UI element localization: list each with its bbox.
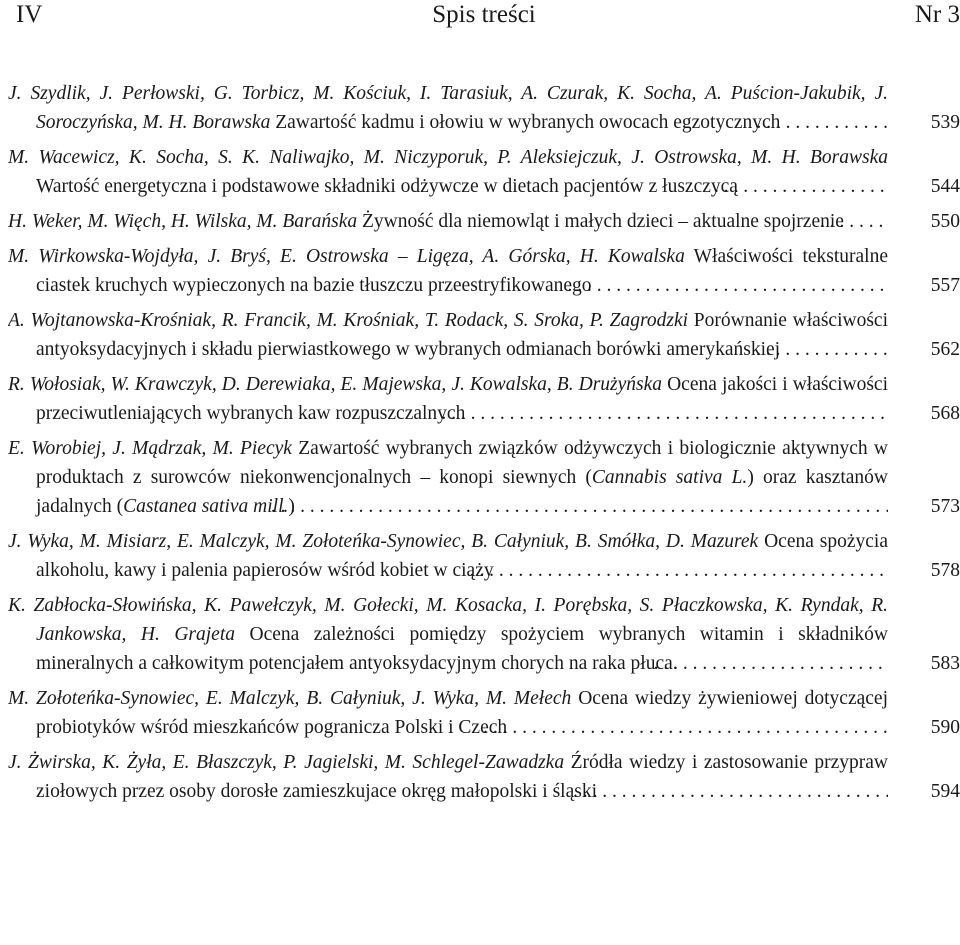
entry-page-number: 590 [917, 713, 960, 742]
toc-entry[interactable] [8, 242, 960, 300]
entry-authors: M. Wirkowska-Wojdyła, J. Bryś, E. Ostrowska – Ligęza, A. Górska, H. Kowalska [8, 246, 685, 267]
toc-entry[interactable] [8, 207, 960, 236]
page-title: Spis treści [432, 1, 536, 28]
entry-title-part: ) [288, 496, 295, 517]
entry-page-number: 573 [917, 492, 960, 521]
entry-page-number: 544 [917, 172, 960, 201]
entry-title: Ocena spożycia alkoholu, kawy i palenia papierosów wśród kobiet w ciąży [36, 531, 888, 581]
entry-authors: J. Wyka, M. Misiarz, E. Malczyk, M. Zołoteńka-Synowiec, B. Całyniuk, B. Smółka, D. Mazurek [8, 531, 759, 552]
entry-title: Ocena wiedzy żywieniowej dotyczącej probiotyków wśród mieszkańców pogranicza Polski i Czech [36, 688, 888, 738]
toc-entry[interactable] [8, 143, 960, 201]
toc-entry[interactable] [8, 748, 960, 806]
entry-authors: M. Zołoteńka-Synowiec, E. Malczyk, B. Całyniuk, J. Wyka, M. Mełech [8, 688, 572, 709]
page-header [8, 0, 960, 36]
entry-title-part-italic: Castanea sativa mill. [123, 496, 289, 517]
entry-title: Ocena zależności pomiędzy spożyciem wybranych witamin i składników mineralnych a całkowitym potencjałem antyoksydacyjnym chorych na raka płuca. [36, 624, 889, 674]
entry-title-part-italic: Cannabis sativa L. [591, 467, 748, 488]
entry-title: Żywność dla niemowląt i małych dzieci – aktualne spojrzenie [362, 211, 844, 232]
toc-entry[interactable] [8, 370, 960, 428]
entry-page-number: 539 [917, 108, 960, 137]
toc-entry[interactable] [8, 79, 960, 137]
toc-entry[interactable] [8, 591, 960, 678]
entry-title: Zawartość kadmu i ołowiu w wybranych owocach egzotycznych [275, 112, 781, 133]
entry-authors: K. Zabłocka-Słowińska, K. Pawełczyk, M. Gołecki, M. Kosacka, I. Porębska, S. Płaczkowska, K. Ryndak, R. Jankowska, H. Grajeta [8, 595, 888, 645]
entry-page-number: 562 [917, 335, 960, 364]
toc-entry[interactable] [8, 434, 960, 521]
entry-title-part: Zawartość wybranych związków odżywczych i biologicznie aktywnych w produktach z surowców niekonwencjonalnych – konopi siewnych ( [36, 438, 889, 488]
entry-page-number: 557 [917, 271, 960, 300]
entry-title: Źródła wiedzy i zastosowanie przypraw ziołowych przez osoby dorosłe zamieszkujace okręg małopolski i śląski [36, 752, 888, 802]
entry-authors: H. Weker, M. Więch, H. Wilska, M. Barańska [8, 211, 358, 232]
entry-authors: A. Wojtanowska-Krośniak, R. Francik, M. Krośniak, T. Rodack, S. Sroka, P. Zagrodzki [8, 310, 689, 331]
entry-page-number: 594 [917, 777, 960, 806]
entry-title: Wartość energetyczna i podstawowe składniki odżywcze w dietach pacjentów z łuszczycą [36, 176, 738, 197]
entry-page-number: 583 [917, 649, 960, 678]
toc-entries [8, 79, 960, 812]
entry-authors: E. Worobiej, J. Mądrzak, M. Piecyk [8, 438, 292, 459]
entry-page-number: 550 [917, 207, 960, 236]
entry-authors: M. Wacewicz, K. Socha, S. K. Naliwajko, M. Niczyporuk, P. Aleksiejczuk, J. Ostrowska, M. H. Borawska [8, 147, 888, 168]
entry-title-part: ) oraz kasztanów jadalnych ( [36, 467, 889, 517]
issue-number: Nr 3 [914, 1, 960, 28]
entry-title: Ocena jakości i właściwości przeciwutleniających wybranych kaw rozpuszczalnych [36, 374, 889, 424]
entry-page-number: 568 [917, 399, 960, 428]
entry-page-number: 578 [917, 556, 960, 585]
toc-entry[interactable] [8, 527, 960, 585]
toc-entry[interactable] [8, 684, 960, 742]
entry-authors: R. Wołosiak, W. Krawczyk, D. Derewiaka, E. Majewska, J. Kowalska, B. Drużyńska [8, 374, 663, 395]
entry-title: Właściwości teksturalne ciastek kruchych wypieczonych na bazie tłuszczu przeestryfikowanego [36, 246, 888, 296]
toc-entry[interactable] [8, 306, 960, 364]
entry-authors: J. Szydlik, J. Perłowski, G. Torbicz, M. Kościuk, I. Tarasiuk, A. Czurak, K. Socha, A. Puścion-Jakubik, J. Soroczyńska, M. H. Borawska [8, 83, 888, 133]
volume-number: IV [16, 1, 43, 28]
entry-authors: J. Żwirska, K. Żyła, E. Błaszczyk, P. Jagielski, M. Schlegel-Zawadzka [8, 752, 565, 773]
entry-title: Porównanie właściwości antyoksydacyjnych i składu pierwiastkowego w wybranych odmianach borówki amerykańskiej [36, 310, 888, 360]
